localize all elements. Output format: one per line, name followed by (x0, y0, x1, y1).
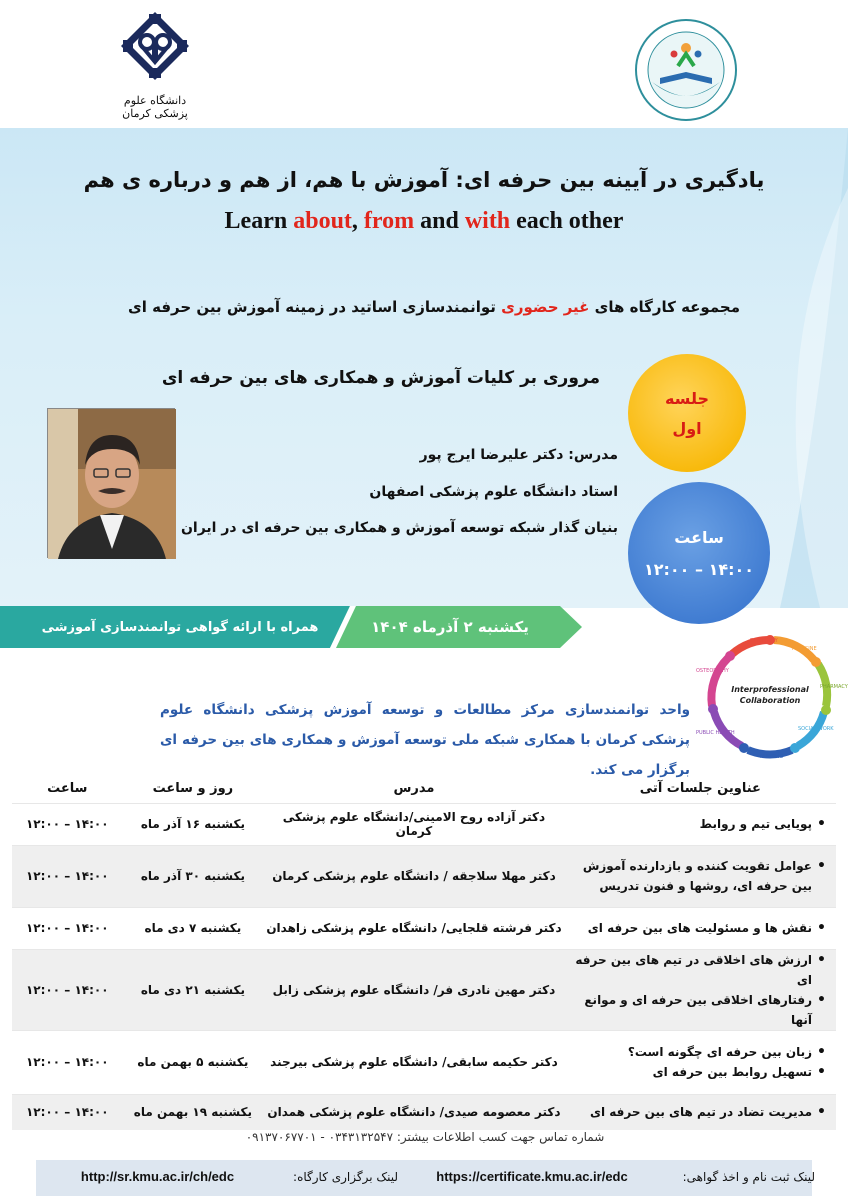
collab-label-osteopathy: OSTEOPATHY (696, 668, 729, 674)
table-row (12, 907, 836, 949)
teacher-name: مدرس: دکتر علیرضا ایرج پور (419, 447, 618, 463)
series-subtitle: مجموعه کارگاه های غیر حضوری توانمندسازی اساتید در زمینه آموزش بین حرفه ای (128, 298, 740, 316)
table-row (12, 1030, 836, 1094)
topic-item: • پویایی تیم و روابط (565, 814, 828, 834)
interprofessional-collaboration-logo (692, 632, 848, 760)
collab-label-dentistry: DENTISTRY (750, 638, 778, 644)
row-time: ۱۴:۰۰ – ۱۲:۰۰ (12, 949, 123, 1030)
row-time: ۱۴:۰۰ – ۱۲:۰۰ (12, 803, 123, 845)
session-label: جلسه (664, 389, 710, 408)
schedule-table (12, 775, 836, 1130)
registration-link[interactable]: https://certificate.kmu.ac.ir/edc (436, 1169, 628, 1184)
session-topic: مروری بر کلیات آموزش و همکاری های بین حرفه ای (161, 368, 600, 388)
session-number: اول (672, 419, 702, 438)
table-row (12, 845, 836, 907)
row-topics (565, 803, 836, 845)
university-caption: دانشگاه علوم پزشکی کرمان (122, 94, 188, 120)
row-teacher: دکتر آزاده روح الامینی/دانشگاه علوم پزشکی کرمان (263, 803, 564, 845)
title-english: Learn about, from and with each other (224, 208, 624, 234)
time-label: ساعت (674, 528, 724, 547)
kerman-university-logo (115, 10, 195, 120)
row-teacher: دکتر حکیمه سابقی/ دانشگاه علوم پزشکی بیرجند (263, 1030, 564, 1094)
row-day: یکشنبه ۳۰ آذر ماه (123, 845, 264, 907)
topic-item: • مدیریت تضاد در تیم های بین حرفه ای (565, 1102, 828, 1122)
topic-item: • رفتارهای اخلاقی بین حرفه ای و موانع آنها (565, 990, 828, 1030)
row-day: یکشنبه ۷ دی ماه (123, 907, 264, 949)
workshop-link[interactable]: http://sr.kmu.ac.ir/ch/edc (80, 1169, 235, 1184)
collab-label-pharmacy: PHARMACY (820, 684, 848, 690)
teacher-affiliation: استاد دانشگاه علوم پزشکی اصفهان (369, 484, 618, 500)
header-teacher: مدرس (393, 781, 435, 797)
topic-item: • ارزش های اخلاقی در تیم های بین حرفه ای (565, 950, 828, 990)
teacher-role: بنیان گذار شبکه توسعه آموزش و همکاری بین حرفه ای در ایران (180, 520, 618, 536)
contact-phone: شماره تماس جهت کسب اطلاعات بیشتر: ۰۳۴۳۱۳۲۵۴۷ - ۰۹۱۳۷۰۶۷۷۰۱ (245, 1130, 605, 1144)
session-date: یکشنبه ۲ آذرماه ۱۴۰۴ (371, 618, 529, 636)
row-topics (565, 949, 836, 1030)
row-teacher: دکتر مهلا سلاجقه / دانشگاه علوم پزشکی کرمان (263, 845, 564, 907)
header-day: روز و ساعت (152, 781, 234, 797)
registration-link-label: لینک ثبت نام و اخذ گواهی: (682, 1170, 815, 1184)
university-emblem-icon (119, 10, 191, 90)
topic-item: • زبان بین حرفه ای چگونه است؟ (565, 1042, 828, 1062)
collab-label-public-health: PUBLIC HEALTH (696, 730, 735, 736)
row-topics (565, 1094, 836, 1130)
collab-label-social-work: SOCIAL WORK (798, 726, 834, 732)
collab-center-label-2: Collaboration (739, 696, 801, 705)
certificate-note: همراه با ارائه گواهی توانمندسازی آموزشی (41, 620, 319, 635)
row-day: یکشنبه ۲۱ دی ماه (123, 949, 264, 1030)
row-teacher: دکتر مهین نادری فر/ دانشگاه علوم پزشکی زابل (263, 949, 564, 1030)
topic-item: • نقش ها و مسئولیت های بین حرفه ای (565, 918, 828, 938)
row-time: ۱۴:۰۰ – ۱۲:۰۰ (12, 907, 123, 949)
row-day: یکشنبه ۵ بهمن ماه (123, 1030, 264, 1094)
row-teacher: دکتر معصومه صیدی/ دانشگاه علوم پزشکی همدان (263, 1094, 564, 1130)
time-badge (628, 482, 770, 624)
table-row (12, 803, 836, 845)
title-persian: یادگیری در آیینه بین حرفه ای: آموزش با هم، از هم و درباره ی هم (83, 168, 765, 192)
row-teacher: دکتر فرشته قلجایی/ دانشگاه علوم پزشکی زاهدان (263, 907, 564, 949)
topic-item: • تسهیل روابط بین حرفه ای (565, 1062, 828, 1082)
row-time: ۱۴:۰۰ – ۱۲:۰۰ (12, 845, 123, 907)
table-row (12, 1094, 836, 1130)
row-time: ۱۴:۰۰ – ۱۲:۰۰ (12, 1030, 123, 1094)
row-time: ۱۴:۰۰ – ۱۲:۰۰ (12, 1094, 123, 1130)
row-topics (565, 845, 836, 907)
collab-center-label: Interprofessional (731, 685, 809, 694)
header-time: ساعت (47, 781, 88, 797)
network-logo (630, 18, 742, 123)
table-row (12, 949, 836, 1030)
row-topics (565, 907, 836, 949)
collab-label-nursing: NURSING (760, 754, 784, 760)
row-day: یکشنبه ۱۹ بهمن ماه (123, 1094, 264, 1130)
session-badge (628, 354, 746, 472)
collab-label-medicine: MEDICINE (792, 646, 817, 652)
row-topics (565, 1030, 836, 1094)
table-header-row (12, 775, 836, 803)
intro-paragraph: واحد توانمندسازی مرکز مطالعات و توسعه آموزش پزشکی دانشگاه علوم پزشکی کرمان با همکاری شبکه ملی توسعه آموزش و همکاری های بین حرفه ای برگزار می کند. (160, 702, 690, 778)
row-day: یکشنبه ۱۶ آذر ماه (123, 803, 264, 845)
time-value: ۱۴:۰۰ – ۱۲:۰۰ (643, 560, 755, 579)
workshop-link-label: لینک برگزاری کارگاه: (293, 1170, 398, 1184)
topic-item: • عوامل تقویت کننده و بازدارنده آموزش بین حرفه ای، روشها و فنون تدریس (565, 856, 828, 896)
header-topic: عناوین جلسات آتی (639, 781, 761, 797)
